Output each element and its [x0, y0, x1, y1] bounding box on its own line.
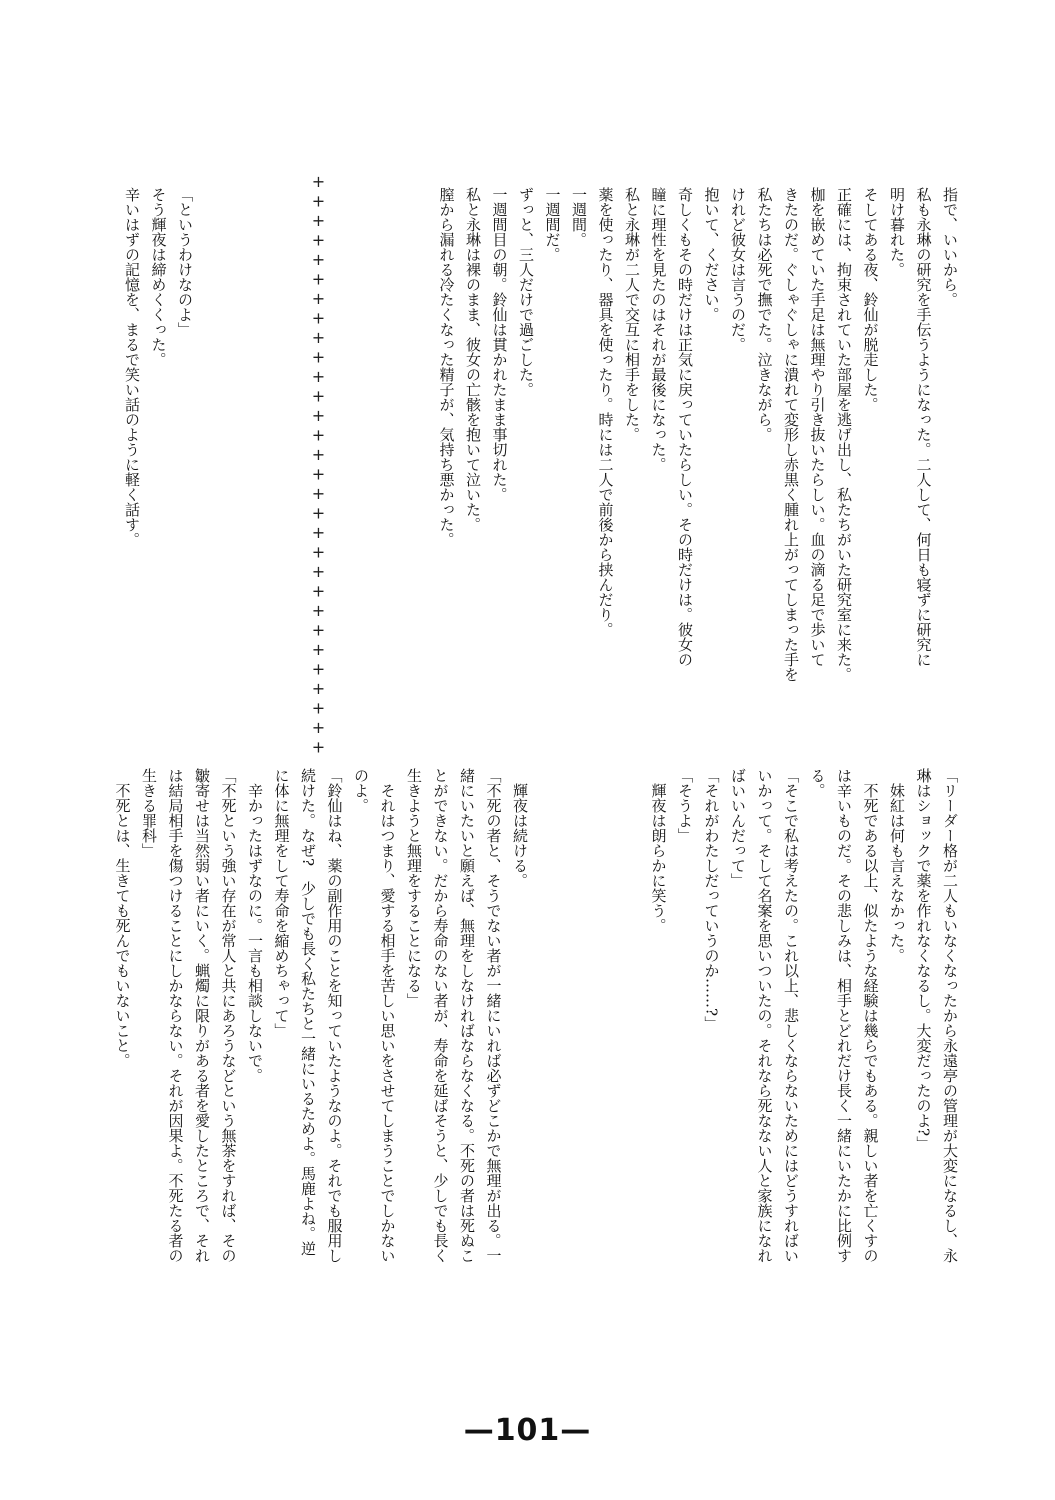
text-line: 緒にいたいと願えば、無理をしなければならなくなる。不死の者は死ぬこ [458, 768, 476, 1263]
text-line: いかって。そして名案を思いついたの。それなら死なない人と家族になれ [755, 768, 774, 1263]
text-line: 妹紅は何も言えなかった。 [888, 768, 906, 963]
text-line: 明け暮れた。 [888, 187, 906, 277]
text-line: 不死である以上、似たような経験は幾らでもある。親しい者を亡くすの [861, 768, 880, 1263]
text-line: 続けた。なぜ? 少しでも長く私たちと一緒にいるためよ。馬鹿よね。逆 [299, 768, 317, 1257]
text-line: のよ。 [352, 768, 370, 813]
text-line: 「そこで私は考えたの。これ以上、悲しくならないためにはどうすればい [782, 768, 800, 1263]
text-block-top-main [433, 187, 963, 687]
text-line: に体に無理をして寿命を縮めちゃって」 [272, 768, 291, 1038]
text-line: 私たちは必死で撫でた。泣きながら。 [755, 187, 774, 442]
section-separator: ++++++++++++++++++++++++++++++ [309, 172, 328, 757]
text-line: は辛いものだ。その悲しみは、相手とどれだけ長く一緒にいたかに比例す [835, 768, 853, 1263]
text-line: 正確には、拘束されていた部屋を逃げ出し、私たちがいた研究室に来た。 [835, 187, 853, 682]
text-block-bottom-left [109, 768, 533, 1288]
text-line: 指で、いいから。 [941, 187, 959, 307]
text-line: ずっと、三人だけで過ごした。 [517, 187, 535, 397]
text-line: 「鈴仙はね、薬の副作用のことを知っていたようなのよ。それでも服用し [325, 768, 344, 1263]
text-line: 辛いはずの記憶を、まるで笑い話のように軽く話す。 [123, 187, 141, 547]
text-line: 膣から漏れる冷たくなった精子が、気持ち悪かった。 [437, 187, 456, 547]
text-line: 「というわけなのよ」 [176, 187, 194, 337]
text-line: は結局相手を傷つけることにしかならない。それが因果よ。不死たる者の [166, 768, 185, 1263]
text-line: 抱いて、ください。 [702, 187, 721, 322]
text-line: 奇しくもその時だけは正気に戻っていたらしい。その時だけは。彼女の [676, 187, 694, 667]
text-line: 輝夜は朗らかに笑う。 [649, 768, 668, 933]
text-line: そう輝夜は締めくくった。 [149, 187, 168, 367]
text-line: 「不死の者と、そうでない者が一緒にいれば必ずどこかで無理が出る。一 [484, 768, 503, 1263]
text-line: 辛かったはずなのに。一言も相談しないで。 [246, 768, 264, 1083]
text-line: 「不死という強い存在が常人と共にあろうなどという無茶をすれば、その [219, 768, 238, 1263]
text-line: 不死とは、生きても死んでもいないこと。 [113, 768, 132, 1068]
text-line: 輝夜は続ける。 [511, 768, 529, 888]
text-line: 薬を使ったり、器具を使ったり。時には二人で前後から挟んだり。 [596, 187, 615, 637]
text-line: 生きる罪科」 [140, 768, 158, 858]
text-line: 一週間。 [570, 187, 588, 247]
text-block-bottom-right [645, 768, 963, 1288]
text-line: 一週間だ。 [543, 187, 562, 262]
text-line: とができない。だから寿命のない者が、寿命を延ばそうと、少しでも長く [431, 768, 450, 1263]
text-block-top-end [119, 187, 199, 687]
text-line: 一週間目の朝。鈴仙は貫かれたまま事切れた。 [490, 187, 509, 502]
text-line: 「そうよ」 [676, 768, 694, 843]
text-line: 琳はショックで薬を作れなくなるし。大変だったのよ?」 [914, 768, 933, 1152]
text-line: 「リーダー格が二人もいなくなったから永遠亭の管理が大変になるし、永 [941, 768, 959, 1263]
page-number: —101— [463, 1413, 592, 1448]
text-line: る。 [808, 768, 827, 798]
text-line: 枷を嵌めていた手足は無理やり引き抜いたらしい。血の滴る足で歩いて [808, 187, 827, 667]
text-line: けれど彼女は言うのだ。 [729, 187, 747, 352]
text-line: 私と永琳が二人で交互に相手をした。 [623, 187, 641, 442]
text-line: そしてある夜、鈴仙が脱走した。 [861, 187, 880, 412]
text-line: 生きようと無理をすることになる」 [405, 768, 423, 1008]
text-line: 「それがわたしだっていうのか……?」 [702, 768, 721, 1032]
text-line: きたのだ。ぐしゃぐしゃに潰れて変形し赤黒く腫れ上がってしまった手を [782, 187, 800, 682]
text-line: それはつまり、愛する相手を苦しい思いをさせてしまうことでしかない [378, 768, 397, 1263]
text-line: 瞳に理性を見たのはそれが最後になった。 [649, 187, 668, 472]
text-line: 私と永琳は裸のまま、彼女の亡骸を抱いて泣いた。 [464, 187, 482, 532]
text-line: ばいいんだって」 [729, 768, 747, 888]
text-line: 私も永琳の研究を手伝うようになった。二人して、何日も寝ずに研究に [914, 187, 933, 667]
text-line: 皺寄せは当然弱い者にいく。蝋燭に限りがある者を愛したところで、それ [193, 768, 211, 1263]
